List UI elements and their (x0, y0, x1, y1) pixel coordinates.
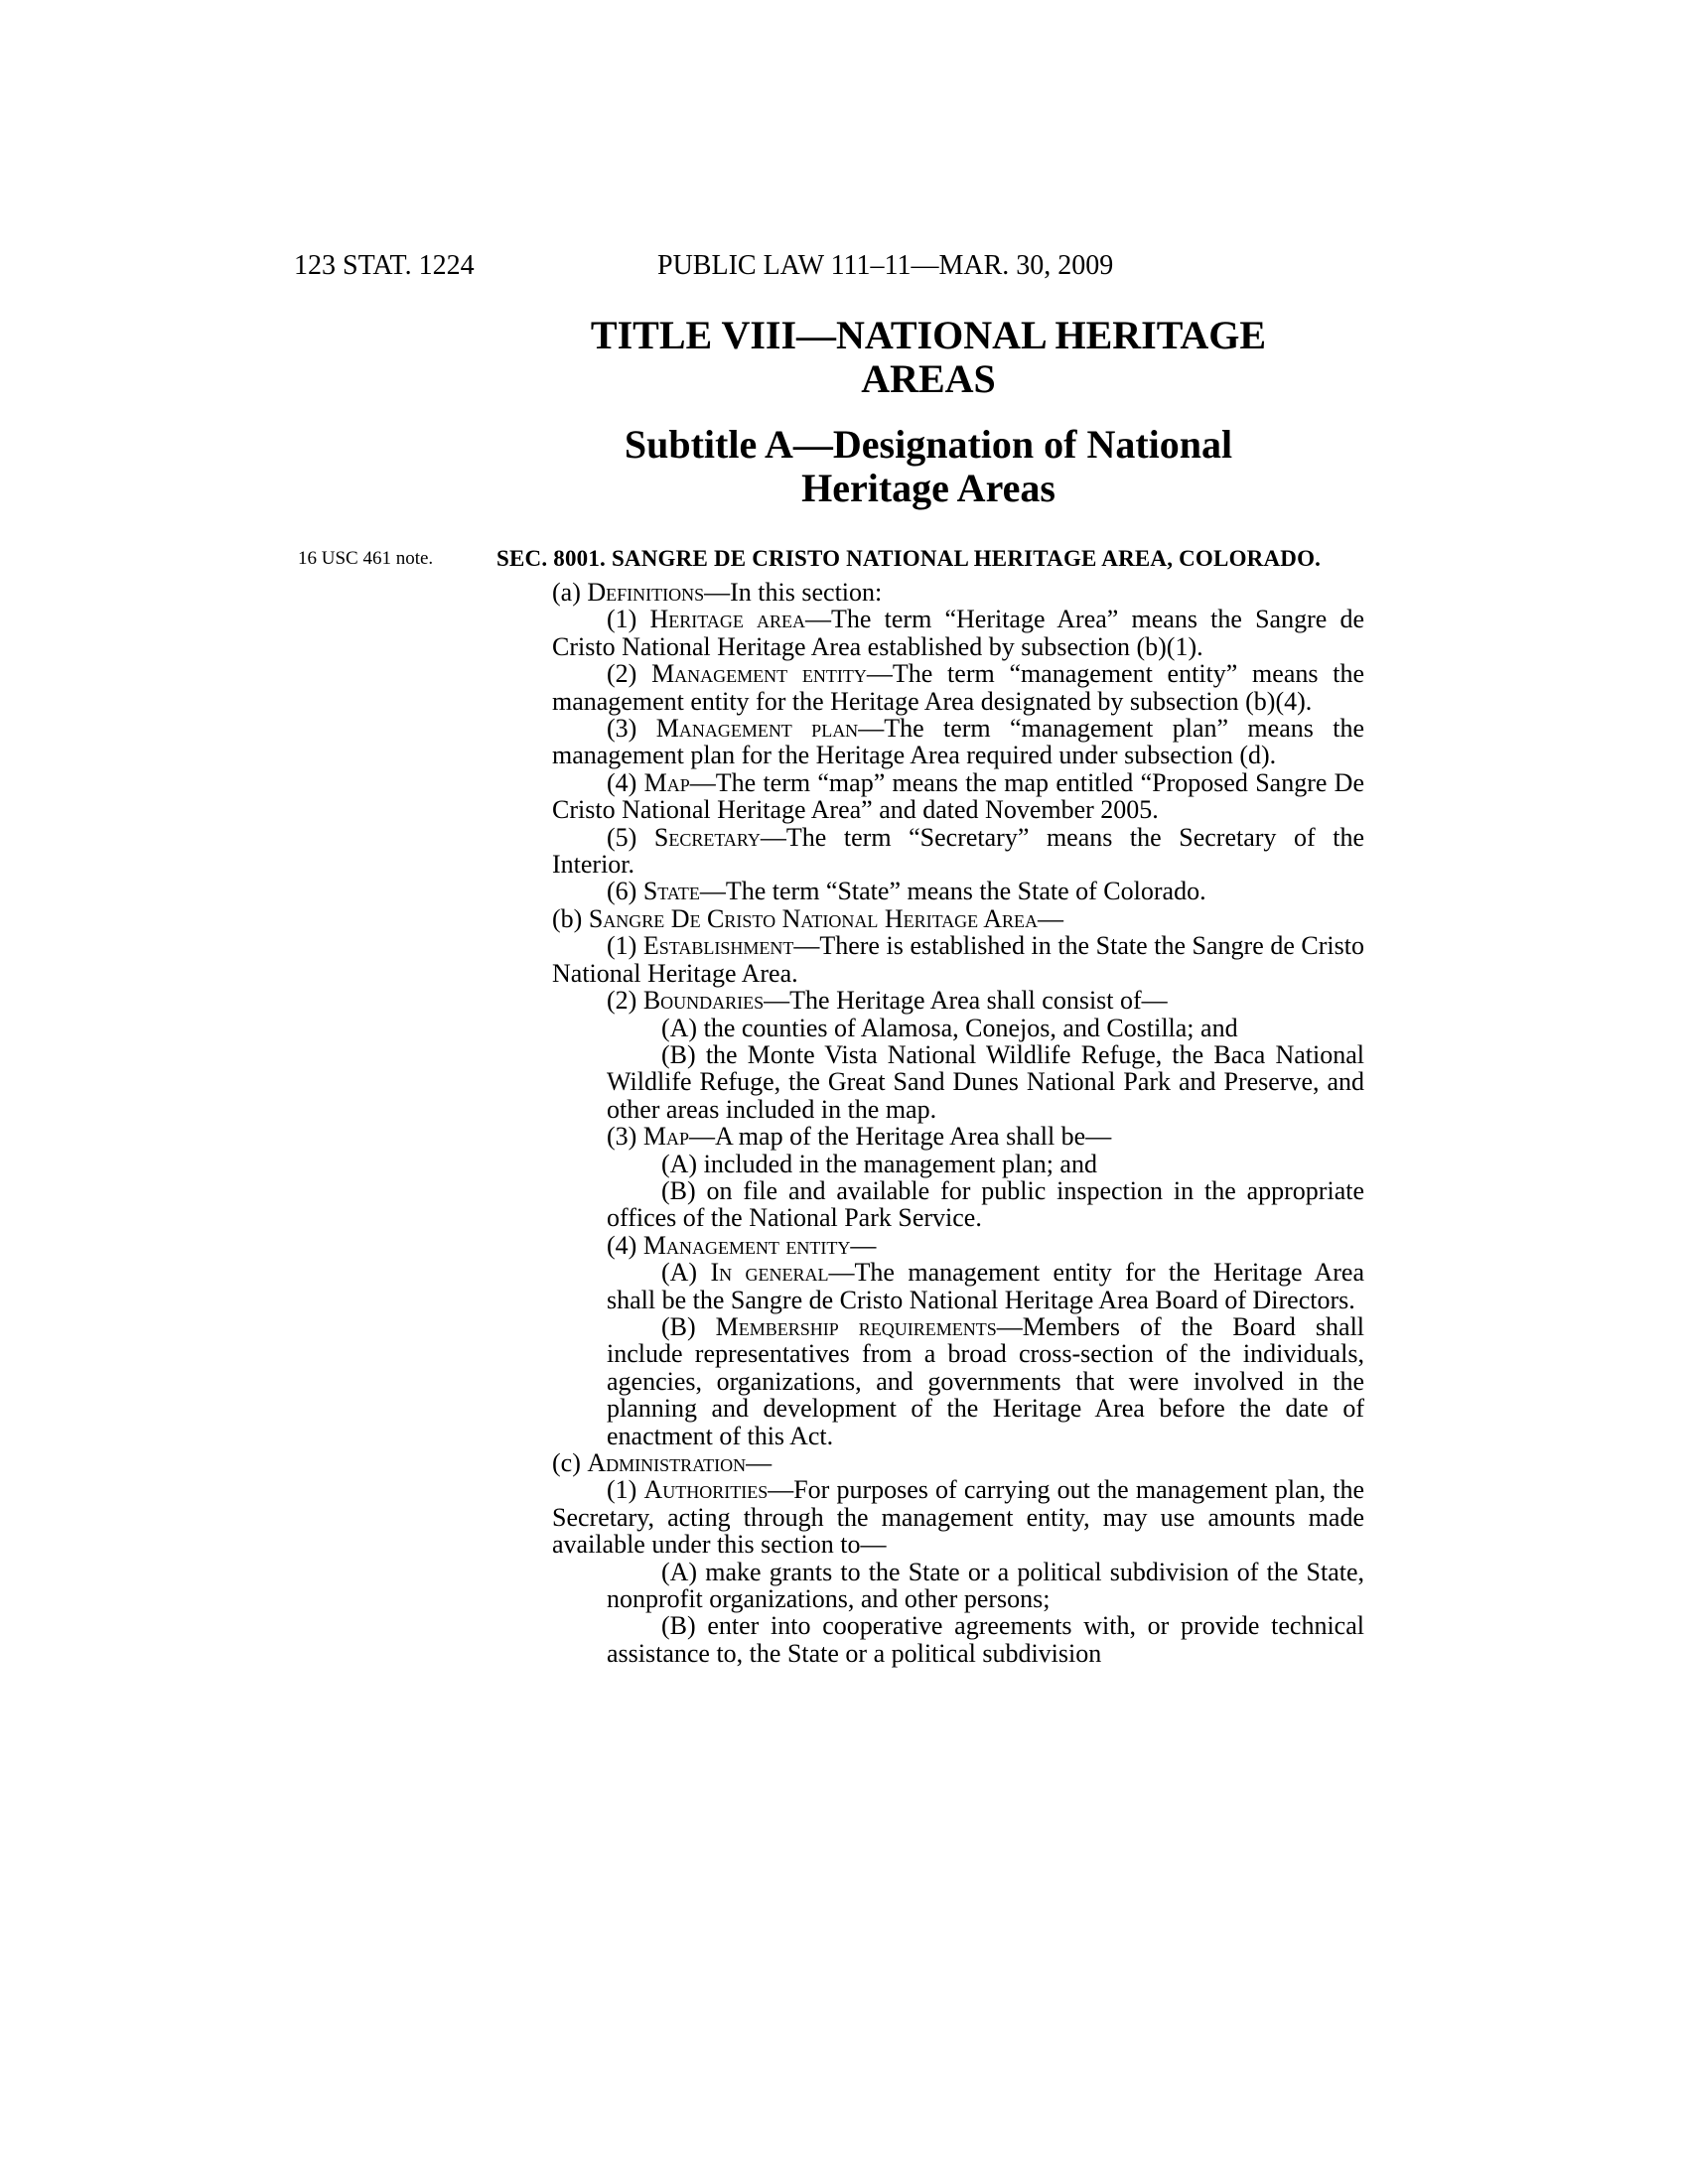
paragraph (552, 987, 1364, 1014)
paragraph (552, 715, 1364, 769)
paragraph-text: on file and available for public inspection in the appropriate offices of the National Park Service. (607, 1175, 1364, 1233)
paragraph-heading: Heritage area (649, 605, 806, 634)
paragraph-text: —The term “Heritage Area” means the Sangre de Cristo National Heritage Area established by subsection (b)(1). (552, 605, 1364, 661)
paragraph-text: —The term “management entity” means the management entity for the Heritage Area designated by subsection (b)(4). (552, 659, 1364, 716)
paragraph-label: (B) (661, 1611, 708, 1641)
paragraph-text: — (746, 1448, 773, 1477)
paragraph (552, 932, 1364, 987)
paragraph-heading: Management plan (655, 714, 859, 744)
paragraph-heading: Secretary (653, 822, 761, 852)
paragraph-label: (2) (607, 986, 643, 1016)
paragraph (552, 878, 1364, 904)
paragraph-label: (1) (607, 605, 650, 634)
paragraph-text: — (850, 1230, 877, 1260)
paragraph (552, 606, 1364, 660)
section-body (552, 579, 1364, 1667)
paragraph-label: (3) (607, 714, 656, 744)
paragraph (552, 769, 1364, 824)
margin-note: 16 USC 461 note. (298, 548, 434, 569)
paragraph (552, 1259, 1364, 1313)
paragraph-text: —There is established in the State the Sangre de Cristo National Heritage Area. (552, 931, 1364, 988)
paragraph-heading: Management entity (651, 659, 867, 689)
paragraph-label: (a) (552, 578, 588, 607)
paragraph-text: —The term “Secretary” means the Secretary of the Interior. (552, 822, 1364, 880)
paragraph (552, 579, 1364, 606)
paragraph (552, 905, 1364, 932)
paragraph-text: the Monte Vista National Wildlife Refuge, the Baca National Wildlife Refuge, the Great Sand Dunes National Park and Preserve, and other areas included in the map. (607, 1039, 1364, 1124)
paragraph (552, 1041, 1364, 1123)
paragraph-heading: Definitions (587, 578, 705, 607)
paragraph-text: —The management entity for the Heritage Area shall be the Sangre de Cristo National Heritage Area Board of Directors. (607, 1258, 1364, 1314)
paragraph-heading: In general (710, 1258, 829, 1288)
paragraph-text: make grants to the State or a political subdivision of the State, nonprofit organizations, and other persons; (607, 1557, 1364, 1614)
paragraph-text: —In this section: (704, 578, 883, 607)
paragraph (552, 1612, 1364, 1667)
paragraph-text: —The Heritage Area shall consist of— (764, 986, 1168, 1016)
paragraph-heading: Boundaries (642, 986, 765, 1016)
stat-page-number: 123 STAT. 1224 (294, 250, 475, 281)
paragraph-text: — (1038, 903, 1064, 933)
paragraph-label: (B) (661, 1175, 707, 1205)
paragraph (552, 660, 1364, 715)
paragraph-label: (b) (552, 903, 589, 933)
paragraph-text: —For purposes of carrying out the management plan, the Secretary, acting through the management entity, may use amounts made available under this section to— (552, 1475, 1364, 1560)
paragraph-label: (6) (607, 877, 643, 906)
paragraph-label: (A) (661, 1258, 711, 1288)
paragraph-label: (3) (607, 1122, 643, 1152)
paragraph-heading: Management entity (642, 1230, 851, 1260)
paragraph-text: included in the management plan; and (703, 1149, 1097, 1178)
paragraph-text: —The term “State” means the State of Colorado. (699, 877, 1206, 906)
paragraph-text: —The term “map” means the map entitled “Proposed Sangre De Cristo National Heritage Area” and dated November 2005. (552, 767, 1364, 825)
title-viii-heading: TITLE VIII—NATIONAL HERITAGE AREAS (590, 313, 1267, 401)
paragraph (552, 1151, 1364, 1177)
paragraph-heading: Map (642, 1122, 689, 1152)
public-law-header: PUBLIC LAW 111–11—MAR. 30, 2009 (657, 250, 1114, 281)
paragraph-label: (A) (661, 1557, 706, 1586)
paragraph-heading: Membership requirements (715, 1311, 997, 1341)
paragraph (552, 1232, 1364, 1259)
section-heading: SEC. 8001. SANGRE DE CRISTO NATIONAL HERITAGE AREA, COLORADO. (496, 546, 1322, 571)
paragraph-heading: Map (643, 767, 690, 797)
paragraph-heading: Authorities (643, 1475, 769, 1505)
paragraph-label: (A) (661, 1013, 704, 1042)
paragraph-label: (1) (607, 1475, 644, 1505)
paragraph-heading: Establishment (642, 931, 794, 961)
paragraph-text: enter into cooperative agreements with, or provide technical assistance to, the State or a political subdivision (607, 1611, 1364, 1668)
paragraph (552, 1476, 1364, 1558)
paragraph-label: (B) (661, 1039, 706, 1069)
paragraph (552, 1015, 1364, 1041)
paragraph (552, 1177, 1364, 1232)
paragraph-label: (4) (607, 1230, 643, 1260)
paragraph (552, 1123, 1364, 1150)
paragraph-label: (B) (661, 1311, 716, 1341)
paragraph-text: —The term “management plan” means the management plan for the Heritage Area required under subsection (d). (552, 714, 1364, 770)
paragraph-text: —A map of the Heritage Area shall be— (688, 1122, 1112, 1152)
paragraph-label: (A) (661, 1149, 704, 1178)
paragraph-text: the counties of Alamosa, Conejos, and Costilla; and (703, 1013, 1238, 1042)
paragraph (552, 1313, 1364, 1449)
paragraph (552, 1559, 1364, 1613)
paragraph-heading: State (642, 877, 700, 906)
paragraph-heading: Administration (587, 1448, 747, 1477)
paragraph-heading: Sangre De Cristo National Heritage Area (588, 903, 1039, 933)
paragraph-label: (1) (607, 931, 643, 961)
paragraph (552, 824, 1364, 879)
paragraph (552, 1449, 1364, 1476)
paragraph-label: (4) (607, 767, 644, 797)
paragraph-label: (5) (607, 822, 654, 852)
paragraph-label: (2) (607, 659, 652, 689)
paragraph-label: (c) (552, 1448, 588, 1477)
subtitle-a-heading: Subtitle A—Designation of National Heritage Areas (624, 422, 1233, 510)
paragraph-text: —Members of the Board shall include representatives from a broad cross-section of the individuals, agencies, organizations, and governments that were involved in the planning and development of the Heritage Area before the date of enactment of this Act. (607, 1311, 1365, 1450)
